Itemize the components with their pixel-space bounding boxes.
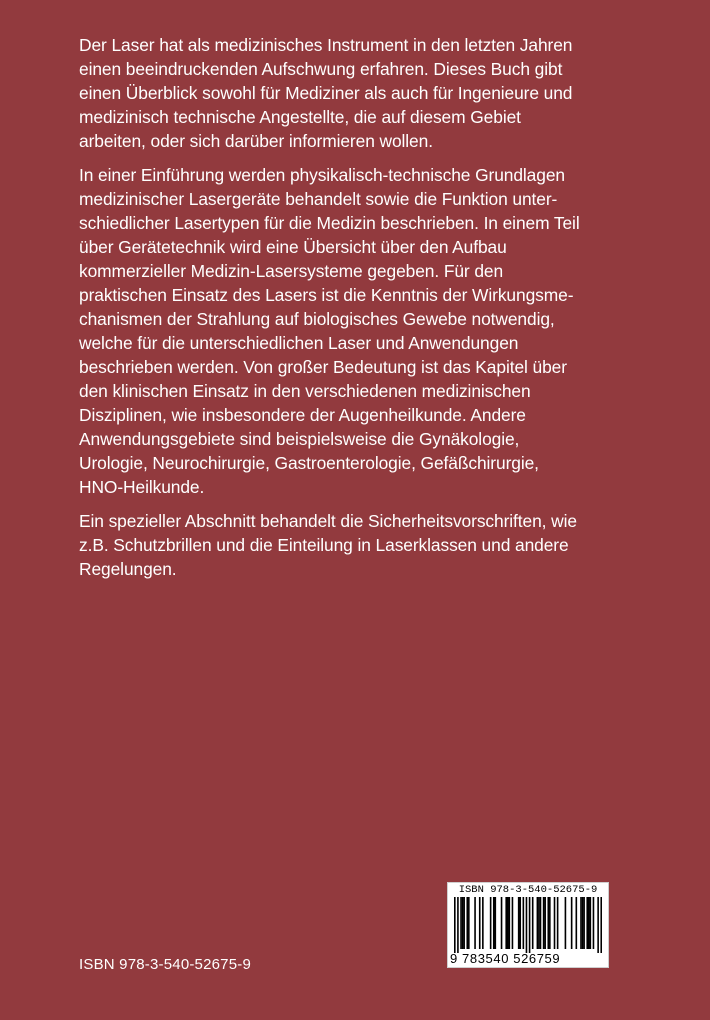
barcode-bar [493,897,495,949]
text-line: schiedlicher Lasertypen für die Medizin beschrieben. In einem Teil [79,213,580,233]
barcode-bar [526,897,528,953]
barcode-bar [538,897,540,949]
barcode-bar [537,897,539,949]
text-line: beschrieben werden. Von großer Bedeutung ist das Kapitel über [79,357,567,377]
cover-blurb [79,33,649,591]
barcode-bar [523,897,525,949]
barcode-bar [529,897,531,953]
barcode-bar [597,897,599,953]
text-line: praktischen Einsatz des Lasers ist die Kenntnis der Wirkungsme- [79,285,574,305]
text-line: chanismen der Strahlung auf biologisches Gewebe notwendig, [79,309,555,329]
barcode-bar [518,897,520,949]
text-line: Ein spezieller Abschnitt behandelt die Sicherheitsvorschriften, wie [79,511,577,531]
isbn-barcode [447,882,609,968]
text-line: Disziplinen, wie insbesondere der Augenheilkunde. Andere [79,405,526,425]
barcode-bar [565,897,567,949]
text-line: den klinischen Einsatz in den verschiedenen medizinischen [79,381,531,401]
barcode-bar [509,897,511,949]
text-line: Der Laser hat als medizinisches Instrument in den letzten Jahren [79,35,573,55]
text-line: Anwendungsgebiete sind beispielsweise die Gynäkologie, [79,429,520,449]
text-line: einen beeindruckenden Aufschwung erfahren. Dieses Buch gibt [79,59,563,79]
barcode-bar [540,897,542,949]
text-line: Regelungen. [79,559,177,579]
barcode-bar [512,897,514,949]
barcode-bars [454,897,602,953]
barcode-bar [507,897,509,949]
barcode-bar [590,897,592,949]
barcode-bar [482,897,484,949]
barcode-bar [468,897,470,949]
barcode-bar [580,897,582,949]
barcode-bar [490,897,492,949]
barcode-bar [505,897,507,949]
barcode-bar [586,897,588,949]
barcode-bar [501,897,503,949]
blurb-paragraph-1 [79,33,649,153]
barcode-bar [462,897,464,949]
text-line: HNO-Heilkunde. [79,477,205,497]
barcode-bar [479,897,481,949]
text-line: In einer Einführung werden physikalisch-technische Grundlagen [79,165,565,185]
barcode-bar [454,897,456,953]
barcode-bar [571,897,573,949]
barcode-bar [576,897,578,949]
barcode-digits: 9 783540 526759 [450,951,561,966]
text-line: über Gerätetechnik wird eine Übersicht über den Aufbau [79,237,507,257]
barcode-bar [474,897,476,949]
barcode-bar [544,897,546,949]
barcode-bar [532,897,534,949]
barcode-bar [460,897,462,949]
blurb-paragraph-2 [79,163,649,499]
barcode-bar [549,897,551,949]
barcode-bar [457,897,459,953]
text-line: einen Überblick sowohl für Mediziner als auch für Ingenieure und [79,83,573,103]
barcode-bar [582,897,584,949]
text-line: Urologie, Neurochirurgie, Gastroenterologie, Gefäßchirurgie, [79,453,539,473]
barcode-bar [557,897,559,949]
barcode-bar [543,897,545,949]
barcode-isbn-text: ISBN 978-3-540-52675-9 [458,884,598,896]
barcode-bar [466,897,468,949]
text-line: welche für die unterschiedlichen Laser und Anwendungen [79,333,519,353]
isbn-label: ISBN 978-3-540-52675-9 [79,956,252,973]
text-line: medizinischer Lasergeräte behandelt sowie die Funktion unter- [79,189,558,209]
text-line: kommerzieller Medizin-Lasersysteme gegeben. Für den [79,261,504,281]
text-line: medizinisch technische Angestellte, die auf diesem Gebiet [79,107,521,127]
text-line: arbeiten, oder sich darüber informieren wollen. [79,131,433,151]
barcode-bar [519,897,521,949]
barcode-bar [593,897,595,949]
barcode-bar [600,897,602,953]
blurb-paragraph-3 [79,509,649,581]
barcode-bar [495,897,497,949]
barcode-bar [547,897,549,949]
barcode-bar [463,897,465,949]
barcode-bar [583,897,585,949]
text-line: z.B. Schutzbrillen und die Einteilung in Laserklassen und andere [79,535,569,555]
barcode-bar [554,897,556,949]
barcode-bar [588,897,590,949]
